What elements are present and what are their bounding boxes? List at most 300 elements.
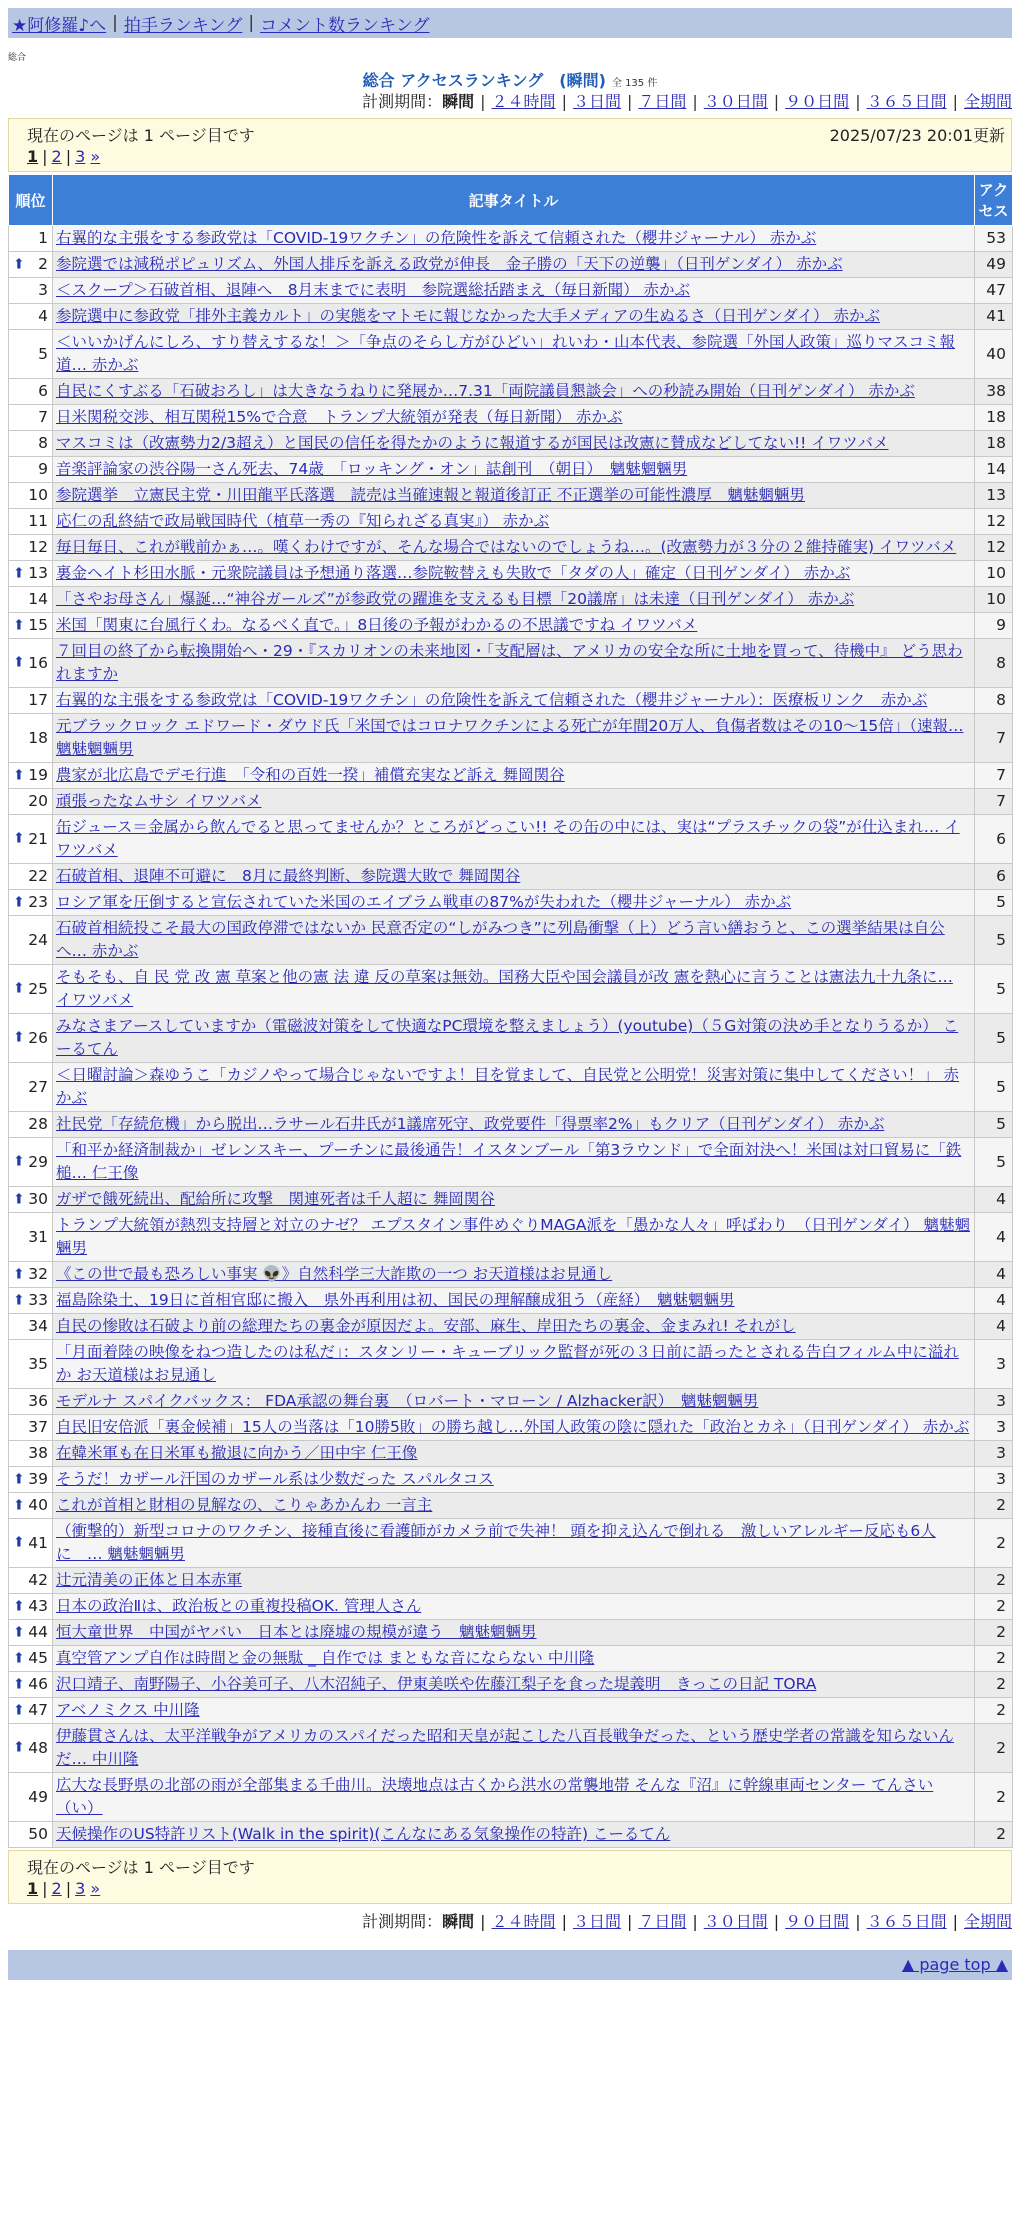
title-cell bbox=[53, 1213, 975, 1262]
title-cell bbox=[53, 763, 975, 789]
rank-number: 14 bbox=[28, 590, 48, 608]
comment-ranking-link[interactable]: コメント数ランキング bbox=[260, 15, 430, 36]
table-row bbox=[9, 789, 1013, 815]
period-separator: | bbox=[480, 92, 486, 111]
rank-number: 11 bbox=[28, 512, 48, 530]
article-link[interactable]: これが首相と財相の見解なの、こりゃあかんわ 一言主 bbox=[56, 1496, 433, 1514]
title-cell bbox=[53, 1467, 975, 1493]
table-row bbox=[9, 405, 1013, 431]
up-arrow-icon: ⬆ bbox=[13, 830, 25, 847]
rank-cell bbox=[9, 431, 53, 457]
period-option: 瞬間 bbox=[442, 1912, 475, 1931]
period-option[interactable]: ３０日間 bbox=[703, 92, 768, 111]
table-row bbox=[9, 483, 1013, 509]
article-link[interactable]: 右翼的な主張をする参政党は「COVID-19ワクチン」の危険性を訴えて信頼された（櫻井ジャーナル）：医療板リンク 赤かぶ bbox=[56, 691, 928, 709]
access-count: 3 bbox=[975, 1389, 1013, 1415]
article-link[interactable]: そもそも、自 民 党 改 憲 草案と他の憲 法 違 反の草案は無効。国務大臣や国会議員が改 憲を熱心に言うことは憲法九十九条に… イワツバメ bbox=[56, 968, 953, 1009]
rank-cell bbox=[9, 483, 53, 509]
rank-cell bbox=[9, 1646, 53, 1672]
rank-cell bbox=[9, 639, 53, 688]
article-link[interactable]: ガザで餓死続出、配給所に攻撃 関連死者は千人超に 舞岡関谷 bbox=[56, 1190, 495, 1208]
period-separator: | bbox=[626, 1912, 633, 1931]
article-link[interactable]: 辻元清美の正体と日本赤軍 bbox=[56, 1571, 243, 1589]
access-count: 4 bbox=[975, 1288, 1013, 1314]
article-link[interactable]: （衝撃的）新型コロナのワクチン、接種直後に看護師がカメラ前で失神！ 頭を抑え込んで倒れる 激しいアレルギー反応も6人に … 魑魅魍魎男 bbox=[56, 1522, 936, 1563]
title-cell bbox=[53, 688, 975, 714]
table-row bbox=[9, 1213, 1013, 1262]
article-link[interactable]: 毎日毎日、これが戦前かぁ…。嘆くわけですが、そんな場合ではないのでしょうね…。(改憲勢力が３分の２維持確実) イワツバメ bbox=[56, 538, 957, 556]
article-link[interactable]: 元ブラックロック エドワード・ダウド氏「米国ではコロナワクチンによる死亡が年間20万人、負傷者数はその10〜15倍」（速報… 魑魅魍魎男 bbox=[56, 717, 964, 758]
access-count: 2 bbox=[975, 1493, 1013, 1519]
rank-number: 8 bbox=[38, 434, 48, 452]
article-link[interactable]: 天候操作のUS特許リスト(Walk in the spirit)(こんなにある気象操作の特許) こーるてん bbox=[56, 1825, 671, 1843]
access-count: 2 bbox=[975, 1672, 1013, 1698]
table-row bbox=[9, 763, 1013, 789]
article-link[interactable]: 音楽評論家の渋谷陽一さん死去、74歳 「ロッキング・オン」誌創刊 （朝日） 魑魅魍魎男 bbox=[56, 460, 688, 478]
table-row bbox=[9, 1389, 1013, 1415]
access-count: 6 bbox=[975, 815, 1013, 864]
up-arrow-icon: ⬆ bbox=[13, 1650, 25, 1666]
page-title: 総合 アクセスランキング (瞬間) bbox=[362, 71, 606, 90]
period-selector bbox=[8, 90, 1012, 114]
rank-number: 1 bbox=[38, 229, 48, 247]
article-link[interactable]: そうだ！カザール汗国のカザール系は少数だった スパルタコス bbox=[56, 1470, 494, 1488]
article-link[interactable]: 自民の惨敗は石破より前の総理たちの裏金が原因だよ。安部、麻生、岸田たちの裏金、金まみれ! それがし bbox=[56, 1317, 796, 1335]
table-row bbox=[9, 890, 1013, 916]
page-link[interactable]: 2 bbox=[51, 1879, 62, 1898]
article-link[interactable]: トランプ大統領が熱烈支持層と対立のナゼ？ エプスタイン事件めぐりMAGA派を「愚かな人々」呼ばわり （日刊ゲンダイ） 魑魅魍魎男 bbox=[56, 1216, 970, 1257]
rank-cell bbox=[9, 379, 53, 405]
rank-cell bbox=[9, 1620, 53, 1646]
page-link[interactable]: 3 bbox=[75, 147, 86, 166]
period-separator: | bbox=[692, 1912, 698, 1931]
rank-number: 25 bbox=[28, 979, 48, 998]
period-separator: | bbox=[773, 1912, 780, 1931]
table-row bbox=[9, 1773, 1013, 1822]
up-arrow-icon: ⬆ bbox=[13, 654, 25, 671]
rank-number: 44 bbox=[28, 1623, 48, 1641]
title-cell bbox=[53, 405, 975, 431]
article-link[interactable]: 自民旧安倍派「裏金候補」15人の当落は「10勝5敗」の勝ち越し…外国人政策の陰に隠れた「政治とカネ」（日刊ゲンダイ） 赤かぶ bbox=[56, 1418, 970, 1436]
article-link[interactable]: 石破首相続投こそ最大の国政停滞ではないか 民意否定の“しがみつき”に列島衝撃（上）どう言い繕おうと、この選挙結果は自公へ… 赤かぶ bbox=[56, 919, 945, 960]
up-arrow-icon: ⬆ bbox=[13, 1534, 25, 1551]
clap-ranking-link[interactable]: 拍手ランキング bbox=[123, 15, 243, 36]
period-option[interactable]: 全期間 bbox=[963, 92, 1012, 111]
title-cell bbox=[53, 1340, 975, 1389]
page-separator: | bbox=[65, 147, 72, 166]
rank-number: 48 bbox=[28, 1738, 48, 1757]
access-count: 7 bbox=[975, 789, 1013, 815]
title-cell bbox=[53, 890, 975, 916]
period-option[interactable]: ７日間 bbox=[638, 1912, 687, 1931]
title-cell bbox=[53, 965, 975, 1014]
title-cell bbox=[53, 1187, 975, 1213]
article-link[interactable]: 裏金ヘイト杉田水脈・元衆院議員は予想通り落選…参院鞍替えも失敗で「タダの人」確定（日刊ゲンダイ） 赤かぶ bbox=[56, 564, 851, 582]
table-row bbox=[9, 535, 1013, 561]
table-row bbox=[9, 457, 1013, 483]
title-cell bbox=[53, 379, 975, 405]
access-count: 5 bbox=[975, 1138, 1013, 1187]
title-cell bbox=[53, 1138, 975, 1187]
up-arrow-icon: ⬆ bbox=[13, 1676, 25, 1692]
rank-cell bbox=[9, 252, 53, 278]
article-link[interactable]: 缶ジュース＝金属から飲んでると思ってませんか？ところがどっこい!! その缶の中には、実は“プラスチックの袋”が仕込まれ… イワツバメ bbox=[56, 818, 960, 859]
rank-number: 26 bbox=[28, 1028, 48, 1047]
rank-cell bbox=[9, 1314, 53, 1340]
title-cell bbox=[53, 457, 975, 483]
table-row bbox=[9, 1112, 1013, 1138]
article-link[interactable]: 右翼的な主張をする参政党は「COVID-19ワクチン」の危険性を訴えて信頼された（櫻井ジャーナル） 赤かぶ bbox=[56, 229, 817, 247]
access-count: 18 bbox=[975, 405, 1013, 431]
access-count: 4 bbox=[975, 1314, 1013, 1340]
period-label: 計測期間： bbox=[362, 92, 443, 111]
rank-cell bbox=[9, 509, 53, 535]
access-count: 41 bbox=[975, 304, 1013, 330]
rank-cell bbox=[9, 916, 53, 965]
access-count: 12 bbox=[975, 535, 1013, 561]
title-cell bbox=[53, 278, 975, 304]
rank-number: 47 bbox=[28, 1701, 48, 1719]
table-row bbox=[9, 1467, 1013, 1493]
rank-number: 32 bbox=[28, 1265, 48, 1283]
rank-number: 15 bbox=[28, 616, 48, 634]
article-link[interactable]: アベノミクス 中川隆 bbox=[56, 1701, 200, 1719]
title-cell bbox=[53, 1646, 975, 1672]
access-count: 10 bbox=[975, 587, 1013, 613]
table-row bbox=[9, 1187, 1013, 1213]
table-row bbox=[9, 1646, 1013, 1672]
title-cell bbox=[53, 1493, 975, 1519]
up-arrow-icon: ⬆ bbox=[13, 256, 25, 272]
table-row bbox=[9, 965, 1013, 1014]
article-link[interactable]: 恒大童世界 中国がヤバい 日本とは廃墟の規模が違う 魑魅魍魎男 bbox=[56, 1623, 537, 1641]
table-row bbox=[9, 1620, 1013, 1646]
up-arrow-icon: ⬆ bbox=[13, 617, 25, 633]
access-count: 10 bbox=[975, 561, 1013, 587]
rank-number: 31 bbox=[28, 1227, 48, 1246]
access-count: 2 bbox=[975, 1698, 1013, 1724]
period-option[interactable]: ３日間 bbox=[572, 1912, 621, 1931]
table-row bbox=[9, 639, 1013, 688]
item-count: 全 135 件 bbox=[611, 78, 658, 89]
article-link[interactable]: 「月面着陸の映像をねつ造したのは私だ」：スタンリー・キューブリック監督が死の３日前に語ったとされる告白フィルム中に溢れか お天道様はお見通し bbox=[56, 1343, 959, 1384]
rank-number: 43 bbox=[28, 1597, 48, 1615]
article-link[interactable]: 社民党「存続危機」から脱出…ラサール石井氏が1議席死守、政党要件「得票率2%」もクリア（日刊ゲンダイ） 赤かぶ bbox=[56, 1115, 885, 1133]
nav-separator: | bbox=[112, 13, 118, 33]
access-count: 3 bbox=[975, 1415, 1013, 1441]
rank-cell bbox=[9, 1014, 53, 1063]
article-link[interactable]: 農家が北広島でデモ行進 「令和の百姓一揆」補償充実など訴え 舞岡関谷 bbox=[56, 766, 565, 784]
page-link[interactable]: 2 bbox=[51, 147, 62, 166]
period-separator: | bbox=[561, 1912, 567, 1931]
period-option[interactable]: ７日間 bbox=[638, 92, 687, 111]
access-count: 13 bbox=[975, 483, 1013, 509]
access-count: 38 bbox=[975, 379, 1013, 405]
period-option[interactable]: ２４時間 bbox=[491, 1912, 556, 1931]
article-link[interactable]: 福島除染土、19日に首相官邸に搬入 県外再利用は初、国民の理解醸成狙う（産経） 魑魅魍魎男 bbox=[56, 1291, 735, 1309]
page-separator: | bbox=[42, 147, 48, 166]
article-link[interactable]: 自民にくすぶる「石破おろし」は大きなうねりに発展か…7.31「両院議員懇談会」への秒読み開始（日刊ゲンダイ） 赤かぶ bbox=[56, 382, 915, 400]
ranking-body bbox=[9, 226, 1013, 1848]
rank-cell bbox=[9, 763, 53, 789]
page-info-box-bottom bbox=[8, 1850, 1012, 1904]
table-row bbox=[9, 916, 1013, 965]
title-cell bbox=[53, 1014, 975, 1063]
access-count: 7 bbox=[975, 714, 1013, 763]
period-option[interactable]: 全期間 bbox=[963, 1912, 1012, 1931]
rank-cell bbox=[9, 1262, 53, 1288]
article-link[interactable]: 頑張ったなムサシ イワツバメ bbox=[56, 792, 262, 810]
title-cell bbox=[53, 483, 975, 509]
title-cell bbox=[53, 561, 975, 587]
rank-number: 6 bbox=[38, 382, 48, 400]
article-link[interactable]: 石破首相、退陣不可避に 8月に最終判断、参院選大敗で 舞岡関谷 bbox=[56, 867, 521, 885]
access-count: 53 bbox=[975, 226, 1013, 252]
rank-number: 42 bbox=[28, 1571, 48, 1589]
access-count: 12 bbox=[975, 509, 1013, 535]
article-link[interactable]: ロシア軍を圧倒すると宣伝されていた米国のエイブラム戦車の87%が失われた（櫻井ジャーナル） 赤かぶ bbox=[56, 893, 792, 911]
rank-number: 4 bbox=[38, 307, 48, 325]
title-cell bbox=[53, 1112, 975, 1138]
up-arrow-icon: ⬆ bbox=[13, 767, 25, 783]
rank-cell bbox=[9, 304, 53, 330]
article-link[interactable]: ＜いいかげんにしろ、すり替えするな！＞「争点のそらし方がひどい」れいわ・山本代表、参院選「外国人政策」巡りマスコミ報道… 赤かぶ bbox=[56, 333, 956, 374]
article-link[interactable]: 「和平か経済制裁か」ゼレンスキー、プーチンに最後通告！イスタンブール「第3ラウンド」で全面対決へ！米国は対口貿易に「鉄槌… 仁王像 bbox=[56, 1141, 962, 1182]
rank-cell bbox=[9, 457, 53, 483]
article-link[interactable]: ＜スクープ＞石破首相、退陣へ 8月末までに表明 参院選総括踏まえ（毎日新聞） 赤かぶ bbox=[56, 281, 691, 299]
up-arrow-icon: ⬆ bbox=[13, 1702, 25, 1718]
table-row bbox=[9, 1288, 1013, 1314]
rank-number: 20 bbox=[28, 792, 48, 810]
access-count: 4 bbox=[975, 1262, 1013, 1288]
table-row bbox=[9, 1014, 1013, 1063]
table-row bbox=[9, 1594, 1013, 1620]
period-option[interactable]: ３日間 bbox=[572, 92, 621, 111]
rank-number: 22 bbox=[28, 867, 48, 885]
rank-number: 16 bbox=[28, 653, 48, 672]
rank-cell bbox=[9, 1063, 53, 1112]
rank-cell bbox=[9, 1594, 53, 1620]
title-cell bbox=[53, 1415, 975, 1441]
table-row bbox=[9, 379, 1013, 405]
period-separator: | bbox=[952, 1912, 958, 1931]
page-top-link[interactable]: ▲ page top ▲ bbox=[901, 1955, 1008, 1974]
rank-number: 9 bbox=[38, 460, 48, 478]
rank-cell bbox=[9, 226, 53, 252]
access-count: 2 bbox=[975, 1519, 1013, 1568]
table-row bbox=[9, 304, 1013, 330]
page-separator: | bbox=[42, 1879, 48, 1898]
table-row bbox=[9, 1568, 1013, 1594]
top-nav-bar bbox=[8, 8, 1012, 38]
article-link[interactable]: 伊藤貫さんは、太平洋戦争がアメリカのスパイだった昭和天皇が起こした八百長戦争だった、という歴史学者の常識を知らないんだ… 中川隆 bbox=[56, 1727, 954, 1768]
up-arrow-icon: ⬆ bbox=[13, 1598, 25, 1614]
rank-number: 29 bbox=[28, 1152, 48, 1171]
title-cell bbox=[53, 789, 975, 815]
access-count: 2 bbox=[975, 1773, 1013, 1822]
rank-number: 36 bbox=[28, 1392, 48, 1410]
rank-cell bbox=[9, 1724, 53, 1773]
home-link[interactable]: ★阿修羅♪へ bbox=[12, 15, 107, 36]
rank-cell bbox=[9, 1138, 53, 1187]
period-option[interactable]: ３６５日間 bbox=[866, 92, 947, 111]
article-link[interactable]: 米国「関東に台風行くわ。なるべく直で。」8日後の予報がわかるの不思議ですね イワツバメ bbox=[56, 616, 698, 634]
access-count: 6 bbox=[975, 864, 1013, 890]
up-arrow-icon: ⬆ bbox=[13, 1266, 25, 1282]
title-cell bbox=[53, 864, 975, 890]
title-header: 記事タイトル bbox=[53, 175, 975, 226]
rank-number: 46 bbox=[28, 1675, 48, 1693]
period-separator: | bbox=[855, 92, 861, 111]
table-row bbox=[9, 1063, 1013, 1112]
rank-number: 23 bbox=[28, 893, 48, 911]
rank-number: 30 bbox=[28, 1190, 48, 1208]
next-page-link[interactable]: » bbox=[90, 1879, 101, 1898]
rank-cell bbox=[9, 688, 53, 714]
rank-cell bbox=[9, 864, 53, 890]
article-link[interactable]: 真空管アンプ自作は時間と金の無駄 _ 自作では まともな音にならない 中川隆 bbox=[56, 1649, 595, 1667]
article-link[interactable]: 《この世で最も恐ろしい事実 👽》自然科学三大詐欺の一つ お天道様はお見通し bbox=[56, 1265, 613, 1283]
up-arrow-icon: ⬆ bbox=[13, 1029, 25, 1046]
table-row bbox=[9, 1340, 1013, 1389]
table-row bbox=[9, 864, 1013, 890]
access-count: 5 bbox=[975, 1112, 1013, 1138]
title-cell bbox=[53, 714, 975, 763]
access-count: 3 bbox=[975, 1340, 1013, 1389]
access-count: 5 bbox=[975, 1063, 1013, 1112]
rank-number: 50 bbox=[28, 1825, 48, 1843]
title-cell bbox=[53, 1441, 975, 1467]
rank-number: 49 bbox=[28, 1787, 48, 1806]
rank-cell bbox=[9, 1467, 53, 1493]
article-link[interactable]: 参院選中に参政党「排外主義カルト」の実態をマトモに報じなかった大手メディアの生ぬるさ（日刊ゲンダイ） 赤かぶ bbox=[56, 307, 880, 325]
access-count: 8 bbox=[975, 688, 1013, 714]
next-page-link[interactable]: » bbox=[90, 147, 101, 166]
title-cell bbox=[53, 252, 975, 278]
rank-number: 37 bbox=[28, 1418, 48, 1436]
up-arrow-icon: ⬆ bbox=[13, 1191, 25, 1207]
ranking-table bbox=[8, 174, 1013, 1848]
title-cell bbox=[53, 1724, 975, 1773]
up-arrow-icon: ⬆ bbox=[13, 1292, 25, 1308]
page-separator: | bbox=[65, 1879, 72, 1898]
title-cell bbox=[53, 1773, 975, 1822]
period-label: 計測期間： bbox=[362, 1912, 443, 1931]
rank-number: 18 bbox=[28, 728, 48, 747]
article-link[interactable]: 応仁の乱終結で政局戦国時代（植草一秀の『知られざる真実』） 赤かぶ bbox=[56, 512, 550, 530]
access-count: 3 bbox=[975, 1441, 1013, 1467]
period-option[interactable]: ９０日間 bbox=[785, 92, 850, 111]
article-link[interactable]: ＜日曜討論＞森ゆうこ「カジノやって場合じゃないですよ！目を覚まして、自民党と公明党！災害対策に集中してください！」 赤かぶ bbox=[56, 1066, 960, 1107]
article-link[interactable]: ７回目の終了から転換開始へ・29・『スカリオンの未来地図・「支配層は、アメリカの安全な所に土地を買って、待機中』 どう思われますか bbox=[56, 642, 963, 683]
rank-cell bbox=[9, 890, 53, 916]
table-row bbox=[9, 1822, 1013, 1848]
rank-number: 39 bbox=[28, 1470, 48, 1488]
current-page: 1 bbox=[27, 1879, 39, 1898]
title-cell bbox=[53, 1389, 975, 1415]
article-link[interactable]: モデルナ スパイクバックス： FDA承認の舞台裏 （ロバート・マローン / Alzhacker訳） 魑魅魍魎男 bbox=[56, 1392, 759, 1410]
access-count: 2 bbox=[975, 1594, 1013, 1620]
period-separator: | bbox=[692, 92, 698, 111]
title-cell bbox=[53, 1288, 975, 1314]
article-link[interactable]: 広大な長野県の北部の雨が全部集まる千曲川。決壊地点は古くから洪水の常襲地帯 そんな『沼』に幹線車両センター てんさい（い） bbox=[56, 1776, 934, 1817]
title-cell bbox=[53, 1620, 975, 1646]
access-count: 2 bbox=[975, 1724, 1013, 1773]
rank-number: 27 bbox=[28, 1077, 48, 1096]
access-header: アクセス bbox=[975, 175, 1013, 226]
current-page: 1 bbox=[27, 147, 39, 166]
rank-number: 7 bbox=[38, 408, 48, 426]
rank-cell bbox=[9, 1389, 53, 1415]
title-cell bbox=[53, 613, 975, 639]
rank-cell bbox=[9, 1822, 53, 1848]
table-row bbox=[9, 613, 1013, 639]
article-link[interactable]: 沢口靖子、南野陽子、小谷美可子、八木沼純子、伊東美咲や佐藤江梨子を食った堤義明 きっこの日記 TORA bbox=[56, 1675, 817, 1693]
article-link[interactable]: 日米関税交渉、相互関税15%で合意 トランプ大統領が発表（毎日新聞） 赤かぶ bbox=[56, 408, 623, 426]
rank-number: 21 bbox=[28, 829, 48, 848]
period-separator: | bbox=[480, 1912, 486, 1931]
title-cell bbox=[53, 304, 975, 330]
access-count: 8 bbox=[975, 639, 1013, 688]
access-count: 49 bbox=[975, 252, 1013, 278]
rank-cell bbox=[9, 1493, 53, 1519]
table-row bbox=[9, 1314, 1013, 1340]
rank-cell bbox=[9, 405, 53, 431]
article-link[interactable]: みなさまアースしていますか（電磁波対策をして快適なPC環境を整えましょう）(youtube)（５G対策の決め手となりうるか） こーるてん bbox=[56, 1017, 959, 1058]
rank-number: 41 bbox=[28, 1533, 48, 1552]
rank-cell bbox=[9, 587, 53, 613]
title-cell bbox=[53, 330, 975, 379]
table-row bbox=[9, 330, 1013, 379]
article-link[interactable]: マスコミは（改憲勢力2/3超え）と国民の信任を得たかのように報道するが国民は改憲に賛成などしてない!! イワツバメ bbox=[56, 434, 889, 452]
access-count: 47 bbox=[975, 278, 1013, 304]
article-link[interactable]: 在韓米軍も在日米軍も撤退に向かう／田中宇 仁王像 bbox=[56, 1444, 418, 1462]
pagination bbox=[27, 147, 100, 166]
article-link[interactable]: 「さやお母さん」爆誕…“神谷ガールズ”が参政党の躍進を支えるも目標「20議席」は未達（日刊ゲンダイ） 赤かぶ bbox=[56, 590, 855, 608]
period-option[interactable]: ２４時間 bbox=[491, 92, 556, 111]
access-count: 14 bbox=[975, 457, 1013, 483]
up-arrow-icon: ⬆ bbox=[13, 894, 25, 910]
period-selector-bottom bbox=[8, 1910, 1012, 1934]
period-separator: | bbox=[626, 92, 633, 111]
rank-cell bbox=[9, 1288, 53, 1314]
period-option[interactable]: ３０日間 bbox=[703, 1912, 768, 1931]
title-cell bbox=[53, 815, 975, 864]
access-count: 5 bbox=[975, 1014, 1013, 1063]
rank-cell bbox=[9, 789, 53, 815]
updated-timestamp: 2025/07/23 20:01更新 bbox=[829, 126, 1005, 145]
title-cell bbox=[53, 1672, 975, 1698]
up-arrow-icon: ⬆ bbox=[13, 1497, 25, 1513]
page-link[interactable]: 3 bbox=[75, 1879, 86, 1898]
period-option[interactable]: ９０日間 bbox=[785, 1912, 850, 1931]
period-separator: | bbox=[561, 92, 567, 111]
rank-cell bbox=[9, 965, 53, 1014]
period-option[interactable]: ３６５日間 bbox=[866, 1912, 947, 1931]
rank-number: 17 bbox=[28, 691, 48, 709]
article-link[interactable]: 参院選では減税ポピュリズム、外国人排斥を訴える政党が伸長 金子勝の「天下の逆襲」（日刊ゲンダイ） 赤かぶ bbox=[56, 255, 843, 273]
bottom-bar bbox=[8, 1950, 1012, 1980]
table-row bbox=[9, 714, 1013, 763]
rank-cell bbox=[9, 330, 53, 379]
rank-number: 38 bbox=[28, 1444, 48, 1462]
period-separator: | bbox=[773, 92, 780, 111]
table-row bbox=[9, 431, 1013, 457]
article-link[interactable]: 参院選挙 立憲民主党・川田龍平氏落選 読売は当確速報と報道後訂正 不正選挙の可能性濃厚 魑魅魍魎男 bbox=[56, 486, 805, 504]
up-arrow-icon: ⬆ bbox=[13, 565, 25, 581]
article-link[interactable]: 日本の政治Ⅱは、政治板との重複投稿OK. 管理人さん bbox=[56, 1597, 422, 1615]
rank-number: 35 bbox=[28, 1354, 48, 1373]
